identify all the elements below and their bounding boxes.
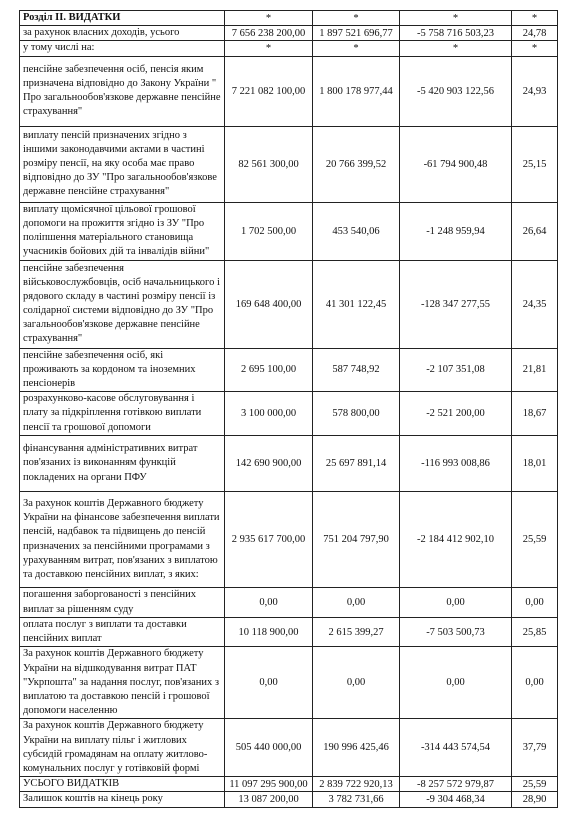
percent-value: 18,01	[512, 436, 558, 492]
row-label: УСЬОГО ВИДАТКІВ	[20, 777, 225, 792]
planned-value: *	[225, 41, 313, 56]
row-label: оплата послуг з виплати та доставки пенсійних виплат	[20, 618, 225, 647]
deviation-value: 0,00	[400, 588, 512, 618]
header-star: *	[512, 11, 558, 26]
deviation-value: -8 257 572 979,87	[400, 777, 512, 792]
planned-value: 10 118 900,00	[225, 618, 313, 647]
actual-value: 41 301 122,45	[313, 260, 400, 348]
table-row	[20, 647, 558, 719]
actual-value: 2 615 399,27	[313, 618, 400, 647]
deviation-value: -2 521 200,00	[400, 392, 512, 436]
actual-value: 1 897 521 696,77	[313, 26, 400, 41]
row-label: за рахунок власних доходів, усього	[20, 26, 225, 41]
percent-value: *	[512, 41, 558, 56]
row-label: розрахунково-касове обслуговування і плату за підкріплення готівкою виплати пенсії та грошової допомоги	[20, 392, 225, 436]
section-header-row	[20, 11, 558, 26]
table-row	[20, 126, 558, 202]
percent-value: 26,64	[512, 202, 558, 260]
expenditure-table	[19, 10, 558, 808]
row-label: За рахунок коштів Державного бюджету України на відшкодування витрат ПАТ "Укрпошта" за надання послуг, пов'язаних з виплатою та доставкою пенсій і грошової допомоги населенню	[20, 647, 225, 719]
table-row	[20, 202, 558, 260]
planned-value: 2 695 100,00	[225, 348, 313, 392]
table-row	[20, 777, 558, 792]
deviation-value: -2 107 351,08	[400, 348, 512, 392]
row-label: фінансування адміністративних витрат пов'язаних із виконанням функцій покладених на органи ПФУ	[20, 436, 225, 492]
deviation-value: -1 248 959,94	[400, 202, 512, 260]
table-row	[20, 26, 558, 41]
planned-value: 142 690 900,00	[225, 436, 313, 492]
percent-value: 18,67	[512, 392, 558, 436]
planned-value: 169 648 400,00	[225, 260, 313, 348]
percent-value: 25,59	[512, 492, 558, 588]
row-label: За рахунок коштів Державного бюджету України на виплату пільг і житлових субсидій громадянам на оплату житлово-комунальних послуг у готівковій формі	[20, 719, 225, 777]
row-label: пенсійне забезпечення осіб, пенсія яким призначена відповідно до Закону України " Про загальнообов'язкове державне пенсійне страхування"	[20, 56, 225, 126]
planned-value: 3 100 000,00	[225, 392, 313, 436]
table-row	[20, 56, 558, 126]
planned-value: 505 440 000,00	[225, 719, 313, 777]
header-star: *	[225, 11, 313, 26]
table-row	[20, 436, 558, 492]
table-row	[20, 41, 558, 56]
percent-value: 24,93	[512, 56, 558, 126]
section-title: Розділ ІІ. ВИДАТКИ	[20, 11, 225, 26]
percent-value: 25,15	[512, 126, 558, 202]
percent-value: 0,00	[512, 647, 558, 719]
deviation-value: -61 794 900,48	[400, 126, 512, 202]
planned-value: 0,00	[225, 588, 313, 618]
actual-value: 20 766 399,52	[313, 126, 400, 202]
actual-value: 190 996 425,46	[313, 719, 400, 777]
planned-value: 7 221 082 100,00	[225, 56, 313, 126]
actual-value: 587 748,92	[313, 348, 400, 392]
planned-value: 7 656 238 200,00	[225, 26, 313, 41]
planned-value: 11 097 295 900,00	[225, 777, 313, 792]
header-star: *	[400, 11, 512, 26]
planned-value: 1 702 500,00	[225, 202, 313, 260]
actual-value: 1 800 178 977,44	[313, 56, 400, 126]
table-row	[20, 260, 558, 348]
percent-value: 0,00	[512, 588, 558, 618]
table-row	[20, 618, 558, 647]
planned-value: 13 087 200,00	[225, 792, 313, 807]
deviation-value: *	[400, 41, 512, 56]
actual-value: 2 839 722 920,13	[313, 777, 400, 792]
table-row	[20, 719, 558, 777]
actual-value: 0,00	[313, 588, 400, 618]
actual-value: 578 800,00	[313, 392, 400, 436]
deviation-value: -314 443 574,54	[400, 719, 512, 777]
row-label: пенсійне забезпечення військовослужбовців, осіб начальницького і рядового складу в частині розміру пенсії із солідарної системи відповідно до ЗУ "Про загальнообов'язкове державне пенсійне страхування"	[20, 260, 225, 348]
percent-value: 24,78	[512, 26, 558, 41]
actual-value: 3 782 731,66	[313, 792, 400, 807]
row-label: пенсійне забезпечення осіб, які проживають за кордоном та іноземних пенсіонерів	[20, 348, 225, 392]
header-star: *	[313, 11, 400, 26]
row-label: у тому числі на:	[20, 41, 225, 56]
planned-value: 2 935 617 700,00	[225, 492, 313, 588]
planned-value: 82 561 300,00	[225, 126, 313, 202]
row-label: погашення заборгованості з пенсійних виплат за рішенням суду	[20, 588, 225, 618]
actual-value: 0,00	[313, 647, 400, 719]
deviation-value: -116 993 008,86	[400, 436, 512, 492]
deviation-value: -5 758 716 503,23	[400, 26, 512, 41]
table-row	[20, 348, 558, 392]
deviation-value: -9 304 468,34	[400, 792, 512, 807]
deviation-value: 0,00	[400, 647, 512, 719]
percent-value: 24,35	[512, 260, 558, 348]
deviation-value: -128 347 277,55	[400, 260, 512, 348]
percent-value: 37,79	[512, 719, 558, 777]
deviation-value: -7 503 500,73	[400, 618, 512, 647]
actual-value: 25 697 891,14	[313, 436, 400, 492]
percent-value: 21,81	[512, 348, 558, 392]
actual-value: 453 540,06	[313, 202, 400, 260]
table-row	[20, 492, 558, 588]
actual-value: 751 204 797,90	[313, 492, 400, 588]
table-row	[20, 588, 558, 618]
percent-value: 25,85	[512, 618, 558, 647]
deviation-value: -5 420 903 122,56	[400, 56, 512, 126]
row-label: За рахунок коштів Державного бюджету України на фінансове забезпечення виплати пенсій, надбавок та підвищень до пенсій призначених за пенсійними програмами з урахуванням витрат, пов'язаних з виплатою та доставкою пенсійних виплат, з яких:	[20, 492, 225, 588]
planned-value: 0,00	[225, 647, 313, 719]
row-label: Залишок коштів на кінець року	[20, 792, 225, 807]
deviation-value: -2 184 412 902,10	[400, 492, 512, 588]
actual-value: *	[313, 41, 400, 56]
row-label: виплату пенсій призначених згідно з іншими законодавчими актами в частині розміру пенсії, на яку особа має право відповідно до ЗУ "Про загальнообов'язкове державне пенсійне страхування"	[20, 126, 225, 202]
table-row	[20, 792, 558, 807]
table-row	[20, 392, 558, 436]
percent-value: 28,90	[512, 792, 558, 807]
percent-value: 25,59	[512, 777, 558, 792]
row-label: виплату щомісячної цільової грошової допомоги на прожиття згідно із ЗУ "Про поліпшення матеріального становища учасників бойових дій та інвалідів війни"	[20, 202, 225, 260]
